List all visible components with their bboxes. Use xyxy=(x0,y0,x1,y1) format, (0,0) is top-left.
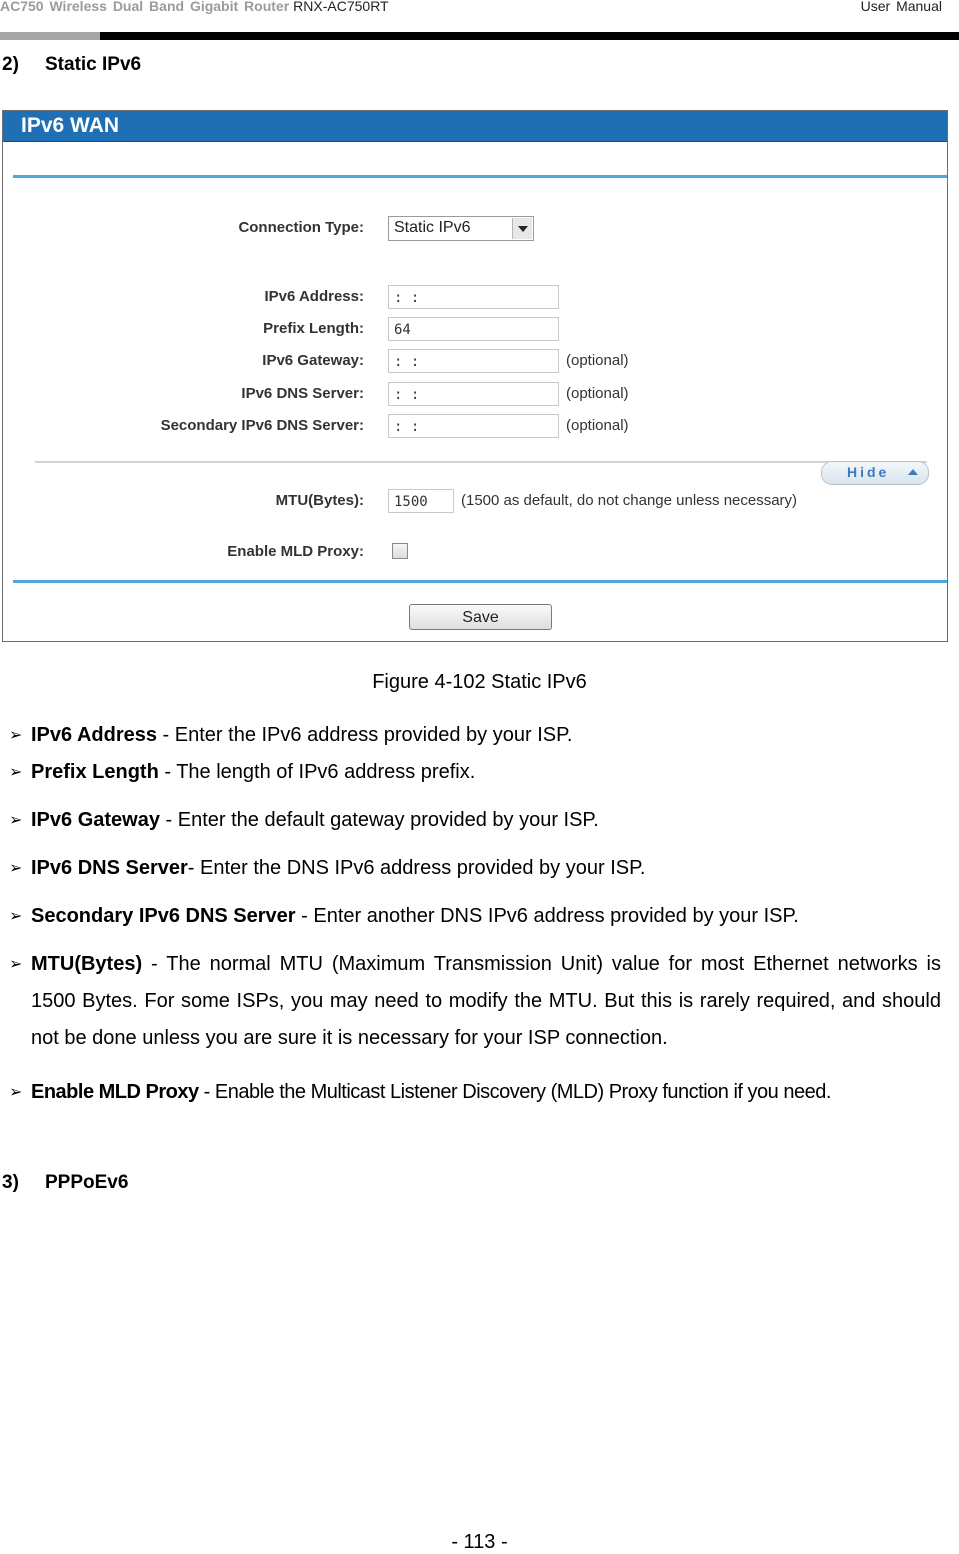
header-manual: User Manual xyxy=(860,0,942,14)
bullet-desc: - Enable the Multicast Listener Discovery (MLD) Proxy function if you need. xyxy=(198,1081,831,1103)
header-product: AC750 Wireless Dual Band Gigabit Router xyxy=(0,0,290,14)
arrow-bullet-icon: ➢ xyxy=(9,860,23,877)
bullet-term: IPv6 DNS Server xyxy=(31,857,188,879)
header-bar-black xyxy=(100,32,959,40)
connection-type-value: Static IPv6 xyxy=(394,219,471,236)
mld-proxy-label: Enable MLD Proxy: xyxy=(227,543,364,560)
ipv6-dns-label: IPv6 DNS Server: xyxy=(241,385,364,402)
ipv6-dns-note: (optional) xyxy=(566,385,629,402)
connection-type-label: Connection Type: xyxy=(238,219,364,236)
bullet-desc: - Enter the default gateway provided by your ISP. xyxy=(159,809,599,831)
ipv6-dns-input[interactable]: : : xyxy=(388,382,559,406)
bottom-rule xyxy=(13,580,947,583)
ipv6-gateway-input[interactable]: : : xyxy=(388,349,559,373)
page-number: - 113 - xyxy=(451,1531,508,1553)
header-left xyxy=(0,0,389,14)
hide-advanced-button[interactable] xyxy=(821,461,929,485)
arrow-bullet-icon: ➢ xyxy=(9,1084,23,1101)
mtu-note: (1500 as default, do not change unless necessary) xyxy=(461,492,798,509)
ipv6-address-label: IPv6 Address: xyxy=(264,288,364,305)
secondary-dns-input[interactable]: : : xyxy=(388,414,559,438)
figure-caption: Figure 4-102 Static IPv6 xyxy=(372,671,587,693)
save-button[interactable]: Save xyxy=(409,604,552,630)
bullet-desc: - The normal MTU (Maximum Transmission Unit) value for most Ethernet networks is 1500 Bytes. For some ISPs, you may need to modify the MTU. But this is rarely required, and should not be done unless you are sure it is necessary for your ISP connection. xyxy=(31,953,941,1049)
list-item-mtu xyxy=(9,946,941,1057)
bullet-desc: - Enter the IPv6 address provided by your ISP. xyxy=(157,724,573,746)
arrow-bullet-icon: ➢ xyxy=(9,727,23,744)
chevron-down-icon[interactable] xyxy=(512,218,532,239)
mtu-label: MTU(Bytes): xyxy=(275,492,364,509)
section-2-title: Static IPv6 xyxy=(45,54,142,75)
section-2-number: 2) xyxy=(2,54,19,75)
section-3-number: 3) xyxy=(2,1172,19,1193)
bullet-term: Prefix Length xyxy=(31,761,159,783)
panel-title: IPv6 WAN xyxy=(21,114,120,137)
arrow-bullet-icon: ➢ xyxy=(9,812,23,829)
top-rule xyxy=(13,175,947,178)
header-model: RNX-AC750RT xyxy=(293,0,389,14)
header-bar-grey xyxy=(0,32,100,40)
arrow-bullet-icon: ➢ xyxy=(9,764,23,781)
arrow-bullet-icon: ➢ xyxy=(9,908,23,925)
ipv6-address-input[interactable]: : : xyxy=(388,285,559,309)
secondary-dns-note: (optional) xyxy=(566,417,629,434)
bullet-term: Enable MLD Proxy xyxy=(31,1081,199,1103)
bullet-desc: - Enter another DNS IPv6 address provided by your ISP. xyxy=(295,905,799,927)
bullet-term: IPv6 Address xyxy=(31,724,157,746)
prefix-length-label: Prefix Length: xyxy=(263,320,364,337)
section-3-title: PPPoEv6 xyxy=(45,1172,129,1193)
prefix-length-input[interactable]: 64 xyxy=(388,317,559,341)
secondary-dns-label: Secondary IPv6 DNS Server: xyxy=(160,417,364,434)
bullet-desc: - The length of IPv6 address prefix. xyxy=(158,761,476,783)
advanced-divider xyxy=(35,461,927,463)
mtu-input[interactable]: 1500 xyxy=(388,489,454,513)
mld-proxy-checkbox[interactable] xyxy=(392,543,408,559)
bullet-term: Secondary IPv6 DNS Server xyxy=(31,905,296,927)
bullet-term: IPv6 Gateway xyxy=(31,809,160,831)
ipv6-gateway-note: (optional) xyxy=(566,352,629,369)
section-2-heading xyxy=(2,54,141,76)
panel-titlebar xyxy=(3,111,947,142)
chevron-up-icon xyxy=(908,469,918,475)
bullet-desc: - Enter the DNS IPv6 address provided by your ISP. xyxy=(187,857,646,879)
hide-label: Hide xyxy=(847,464,890,480)
bullet-term: MTU(Bytes) xyxy=(31,953,143,975)
arrow-bullet-icon: ➢ xyxy=(9,956,23,973)
connection-type-select[interactable] xyxy=(388,216,534,241)
ipv6-gateway-label: IPv6 Gateway: xyxy=(262,352,364,369)
ipv6-wan-figure xyxy=(2,110,948,642)
section-3-heading xyxy=(2,1172,128,1194)
